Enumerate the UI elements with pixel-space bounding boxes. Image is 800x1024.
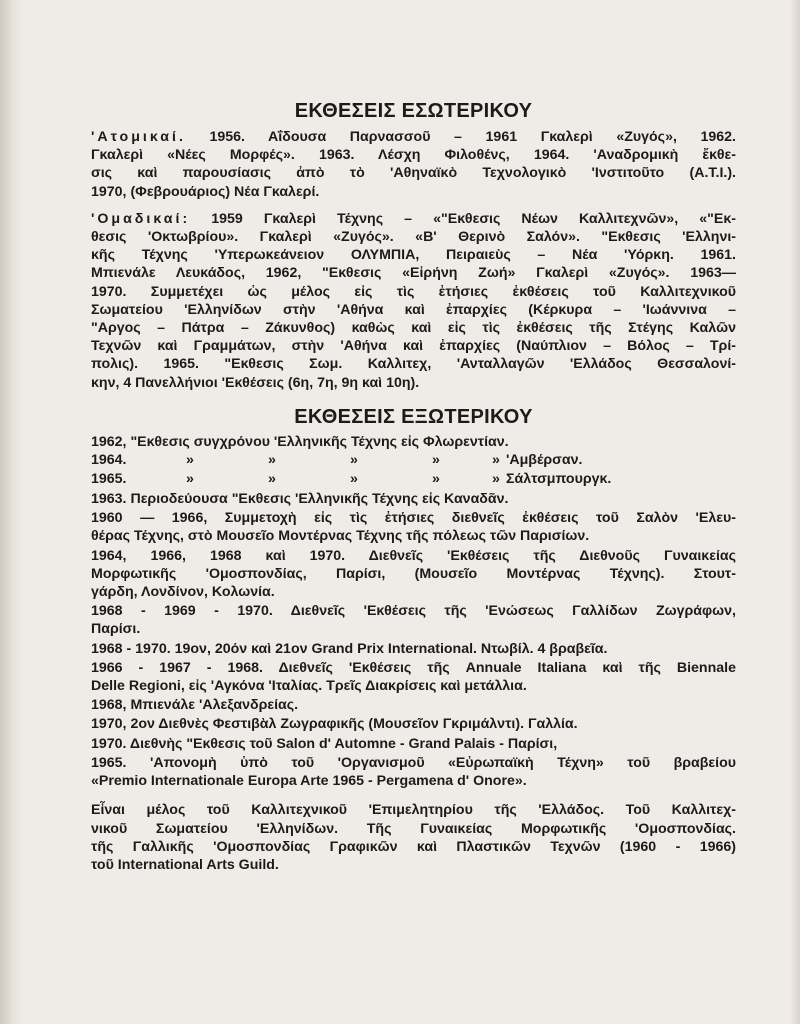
text-line: Τεχνῶν καὶ Γραμμάτων, στὴν 'Αθήνα καὶ ἐπαρχίες (Ναύπλιον – Βόλος – Τρί- — [91, 338, 736, 355]
list-item — [91, 659, 736, 695]
year: 1965. — [91, 471, 127, 488]
list-item — [91, 696, 736, 714]
text-line: 1970, 2ον Διεθνὲς Φεστιβὰλ Ζωγραφικῆς (Μουσεῖον Γκριμάλντι). Γαλλία. — [91, 716, 578, 733]
text-line: θέρας Τέχνης, στὸ Μουσεῖο Μοντέρνας Τέχνης τῆς πόλεως τῶν Παρισίων. — [91, 528, 590, 545]
text-span: 1956. Αΐδουσα Παρνασσοῦ – 1961 Γκαλερὶ «Ζυγός», 1962. — [185, 129, 736, 145]
text-line — [91, 128, 736, 146]
list-item: 1962, "Εκθεσις συγχρόνου 'Ελληνικῆς Τέχνης εἰς Φλωρεντίαν. — [91, 433, 509, 450]
document-body — [91, 98, 736, 874]
text-line: 1970. Συμμετέχει ὡς μέλος εἰς τὶς ἐτήσιες ἐκθέσεις τοῦ Καλλιτεχνικοῦ — [91, 283, 736, 300]
text-line: Σωματείου 'Ελληνίδων στὴν 'Αθήνα καὶ ἐπαρχίες (Κέρκυρα – 'Ιωάννινα – — [91, 301, 736, 318]
ditto-mark: » — [268, 452, 276, 469]
text-line: 1968, Μπιενάλε 'Αλεξανδρείας. — [91, 697, 299, 714]
text-line: 1963. Περιοδεύουσα "Εκθεσις 'Ελληνικῆς Τέχνης εἰς Καναδᾶν. — [91, 491, 509, 508]
list-item-ditto-1965 — [91, 470, 736, 489]
text-line: 1968 - 1969 - 1970. Διεθνεῖς 'Εκθέσεις τῆς 'Ενώσεως Γαλλίδων Ζωγράφων, — [91, 603, 736, 620]
page-edge-right — [790, 0, 800, 1024]
list-item — [91, 754, 736, 790]
ditto-mark: » — [186, 471, 194, 488]
list-item — [91, 490, 736, 508]
group-exhibitions-paragraph — [91, 210, 736, 392]
text-line: «Premio Internationale Europa Arte 1965 - Pergamena d' Onore». — [91, 773, 527, 790]
place: 'Αμβέρσαν. — [506, 452, 583, 469]
text-line: 1964, 1966, 1968 καὶ 1970. Διεθνεῖς 'Εκθέσεις τῆς Διεθνοῦς Γυναικείας — [91, 547, 736, 564]
list-item — [91, 509, 736, 545]
text-line: 1970, (Φεβρουάριος) Νέα Γκαλερί. — [91, 183, 320, 200]
list-item — [91, 602, 736, 638]
list-item — [91, 715, 736, 733]
text-line: πολις). 1965. "Εκθεσις Σωμ. Καλλιτεχ, 'Ανταλλαγῶν 'Ελλάδος Θεσσαλονί- — [91, 356, 736, 373]
text-line: τῆς Γαλλικῆς 'Ομοσπονδίας Γραφικῶν καὶ Πλαστικῶν Τεχνῶν (1960 - 1966) — [91, 838, 736, 855]
ditto-mark: » — [432, 452, 440, 469]
list-item-ditto-1964 — [91, 451, 736, 470]
text-line: Εἶναι μέλος τοῦ Καλλιτεχνικοῦ 'Επιμελητηρίου τῆς 'Ελλάδος. Τοῦ Καλλιτεχ- — [91, 802, 736, 819]
group-label: 'Ομαδικαί: — [91, 210, 191, 227]
solo-label: 'Ατομικαί. — [91, 129, 186, 145]
list-item — [91, 640, 736, 658]
place: Σάλτσμπουργκ. — [506, 471, 612, 488]
ditto-mark: » — [350, 471, 358, 488]
ditto-mark: » — [432, 471, 440, 488]
text-line: κῆς Τέχνης 'Υπερωκεάνειον ΟΛΥΜΠΙΑ, Πειραιεὺς – Νέα 'Υόρκη. 1961. — [91, 247, 736, 264]
text-line: σις καὶ παρουσίασις ἀπὸ τὸ 'Αθηναϊκὸ Τεχνολογικὸ 'Ινστιτοῦτο (Α.Τ.Ι.). — [91, 165, 736, 182]
text-line: Μορφωτικῆς 'Ομοσπονδίας, Παρίσι, (Μουσεῖο Μοντέρνας Τέχνης). Στουτ- — [91, 565, 736, 582]
text-line — [91, 210, 736, 228]
text-line: "Αργος – Πάτρα – Ζάκυνθος) καθὼς καὶ εἰς τὶς ἐκθέσεις τῆς Στέγης Καλῶν — [91, 320, 736, 337]
ditto-mark: » — [350, 452, 358, 469]
membership-paragraph — [91, 801, 736, 874]
text-line: θεσις 'Οκτωβρίου». Γκαλερὶ «Ζυγός». «Β' Θερινὸ Σαλόν». "Εκθεσις 'Ελληνι- — [91, 229, 736, 246]
list-item — [91, 735, 736, 753]
solo-exhibitions-paragraph — [91, 128, 736, 201]
text-line: Μπιενάλε Λευκάδος, 1962, "Εκθεσις «Εἰρήνη Ζωή» Γκαλερὶ «Ζυγός». 1963— — [91, 265, 736, 282]
ditto-mark: » — [492, 452, 500, 469]
foreign-items — [91, 490, 736, 790]
page-fold-shadow-left — [0, 0, 22, 1024]
heading-domestic-exhibitions: ΕΚΘΕΣΕΙΣ ΕΣΩΤΕΡΙΚΟΥ — [294, 100, 533, 122]
text-line: 1966 - 1967 - 1968. Διεθνεῖς 'Εκθέσεις τῆς Annuale Italiana καὶ τῆς Biennale — [91, 659, 736, 676]
text-span: 1959 Γκαλερὶ Τέχνης – «"Εκθεσις Νέων Καλλιτεχνῶν», «"Εκ- — [190, 210, 736, 227]
text-line: 1965. 'Απονομὴ ὑπὸ τοῦ 'Οργανισμοῦ «Εὐρωπαϊκὴ Τέχνη» τοῦ βραβείου — [91, 754, 736, 771]
ditto-mark: » — [268, 471, 276, 488]
text-line: 1970. Διεθνὴς "Εκθεσις τοῦ Salon d' Automne - Grand Palais - Παρίσι, — [91, 735, 558, 752]
text-line: νικοῦ Σωματείου 'Ελληνίδων. Τῆς Γυναικείας Μορφωτικῆς 'Ομοσπονδίας. — [91, 820, 736, 837]
list-item — [91, 547, 736, 602]
text-line: Delle Regioni, εἰς 'Αγκόνα 'Ιταλίας. Τρεῖς Διακρίσεις καὶ μετάλλια. — [91, 678, 527, 695]
foreign-exhibitions-list — [91, 433, 736, 790]
ditto-mark: » — [492, 471, 500, 488]
ditto-mark: » — [186, 452, 194, 469]
text-line: γάρδη, Λονδίνον, Κολωνία. — [91, 584, 275, 601]
text-line: 1968 - 1970. 19ον, 20όν καὶ 21ον Grand Prix International. Ντωβίλ. 4 βραβεῖα. — [91, 640, 608, 657]
text-line: κην, 4 Πανελλήνιοι 'Εκθέσεις (6η, 7η, 9η καὶ 10η). — [91, 374, 420, 391]
text-line: Γκαλερὶ «Νέες Μορφές». 1963. Λέσχη Φιλοθένς, 1964. 'Αναδρομικὴ ἔκθε- — [91, 147, 736, 164]
heading-foreign-exhibitions: ΕΚΘΕΣΕΙΣ ΕΞΩΤΕΡΙΚΟΥ — [294, 405, 533, 428]
text-line: τοῦ International Arts Guild. — [91, 856, 279, 873]
year: 1964. — [91, 452, 127, 469]
text-line: 1960 — 1966, Συμμετοχὴ εἰς τὶς ἐτήσιες διεθνεῖς ἐκθέσεις τοῦ Σαλὸν 'Ελευ- — [91, 510, 736, 527]
text-line: Παρίσι. — [91, 621, 141, 638]
